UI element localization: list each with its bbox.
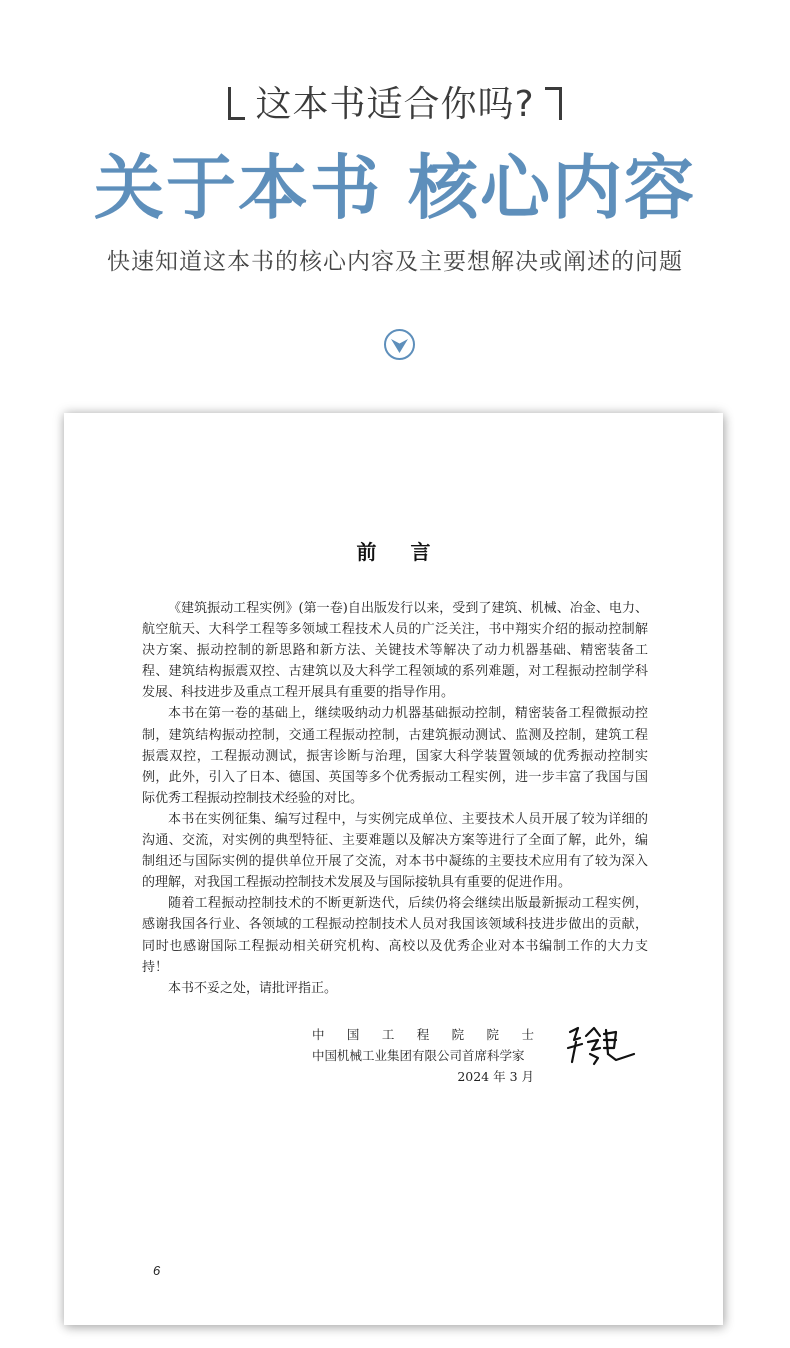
book-page: [64, 413, 723, 1325]
main-title-part2: 核心内容: [408, 146, 696, 229]
chevron-down-circle-icon[interactable]: [384, 329, 415, 360]
paragraph: 《建筑振动工程实例》(第一卷)自出版发行以来，受到了建筑、机械、冶金、电力、航空航天、大科学工程等多领域工程技术人员的广泛关注，书中翔实介绍的振动控制解决方案、振动控制的新思路和新方法、关键技术等解决了动力机器基础、精密装备工程、建筑结构振震双控、古建筑以及大科学工程领域的系列难题，对工程振动控制学科发展、科技进步及重点工程开展具有重要的指导作用。: [142, 601, 648, 701]
paragraph: 本书不妥之处，请批评指正。: [168, 980, 338, 996]
handwritten-signature-icon: [564, 1018, 639, 1072]
signature-block: [312, 1024, 534, 1087]
signer-title: 中 国 工 程 院 院 士: [312, 1027, 534, 1042]
preface-title: 前言: [356, 540, 465, 564]
paragraph: 随着工程振动控制技术的不断更新迭代，后续仍将会继续出版最新振动工程实例，感谢我国各行业、各领域的工程振动控制技术人员对我国该领域科技进步做出的贡献，同时也感谢国际工程振动相关研究机构、高校以及优秀企业对本书编制工作的大力支持！: [142, 896, 648, 975]
page-number: 6: [153, 1263, 161, 1278]
question-heading: [0, 80, 790, 130]
right-bracket-icon: [545, 87, 562, 120]
question-text: 这本书适合你吗?: [255, 84, 535, 125]
signer-affiliation: 中国机械工业集团有限公司首席科学家: [312, 1048, 525, 1063]
paragraph: 本书在第一卷的基础上，继续吸纳动力机器基础振动控制，精密装备工程微振动控制，建筑结构振动控制，交通工程振动控制，古建筑振动测试、监测及控制，建筑工程振震双控，工程振动测试，振害诊断与治理，国家大科学装置领域的优秀振动控制实例，此外，引入了日本、德国、英国等多个优秀振动工程实例，进一步丰富了我国与国际优秀工程振动控制技术经验的对比。: [142, 706, 648, 806]
main-title-part1: 关于本书: [94, 146, 382, 229]
signature-date: 2024 年 3 月: [457, 1069, 534, 1084]
paragraph: 本书在实例征集、编写过程中，与实例完成单位、主要技术人员开展了较为详细的沟通、交流，对实例的典型特征、主要难题以及解决方案等进行了全面了解，此外，编制组还与国际实例的提供单位开展了交流，对本书中凝练的主要技术应用有了较为深入的理解，对我国工程振动控制技术发展及与国际接轨具有重要的促进作用。: [142, 811, 648, 891]
main-title: [0, 140, 790, 235]
subtitle: 快速知道这本书的核心内容及主要想解决或阐述的问题: [107, 249, 683, 275]
preface-body: [142, 598, 648, 999]
left-bracket-icon: [228, 87, 245, 120]
